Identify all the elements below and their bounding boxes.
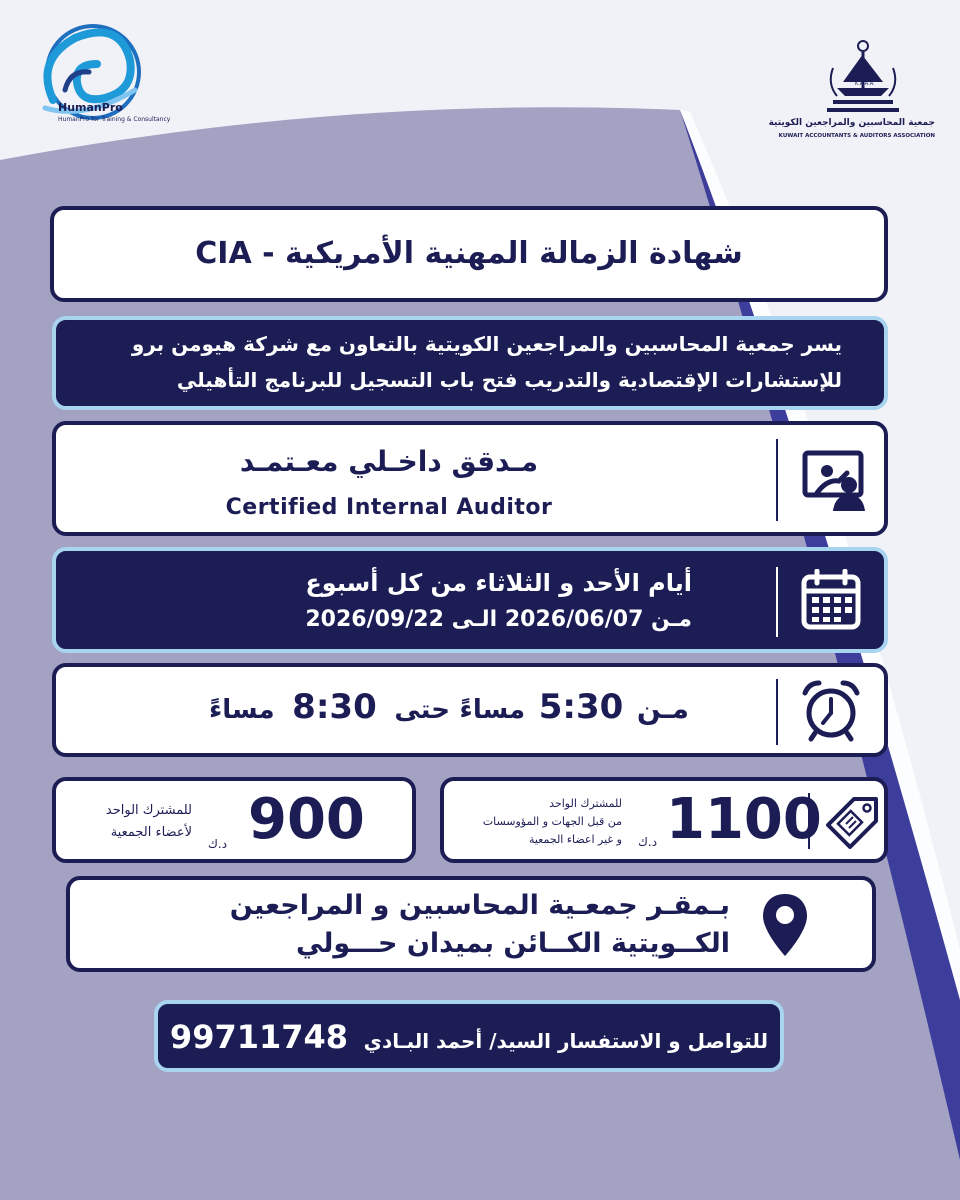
time-range — [209, 687, 689, 727]
time-until-word: حتى — [394, 695, 450, 725]
program-name-en: Certified Internal Auditor — [225, 495, 553, 520]
location-line-2: الكــويتية الكــائن بميدان حـــولي — [295, 928, 730, 959]
schedule-from-word: مـن — [651, 607, 692, 632]
presentation-icon — [801, 449, 869, 513]
location-line-1: بـمقـر جمعـية المحاسبين و المراجعين — [229, 890, 730, 921]
kaaa-name-ar: جمعية المحاسبين والمراجعين الكويتية — [768, 118, 935, 128]
price-members-card — [52, 777, 416, 863]
time-card — [52, 663, 888, 757]
schedule-to-word: الـى — [451, 607, 498, 632]
contact-phone[interactable]: 99711748 — [169, 1018, 349, 1056]
dhow-ship-emblem-icon — [823, 38, 903, 114]
intro-line-2: للإستشارات الإقتصادية والتدريب فتح باب التسجيل للبرنامج التأهيلي — [176, 368, 842, 392]
alarm-clock-icon — [799, 677, 863, 743]
time-from-word: مـن — [636, 692, 689, 725]
price-general-card — [440, 777, 888, 863]
kaaa-logo — [768, 38, 945, 148]
location-pin-icon — [760, 892, 810, 960]
contact-row — [158, 1018, 780, 1056]
price-general-amount: 1100 — [666, 787, 822, 852]
contact-card — [154, 1000, 784, 1072]
price-members-line-2: لأعضاء الجمعية — [110, 825, 192, 840]
price-members-line-1: للمشترك الواحد — [105, 803, 192, 818]
humanpro-logo — [25, 20, 215, 135]
schedule-days: أيام الأحد و الثلاثاء من كل أسبوع — [305, 569, 692, 597]
schedule-divider — [776, 567, 778, 637]
schedule-end-date: 2026/09/22 — [305, 607, 444, 632]
intro-card — [52, 316, 888, 410]
time-divider — [776, 679, 778, 745]
price-members-currency: د.ك — [208, 837, 228, 851]
contact-label: للتواصل و الاستفسار السيد/ أحمد البـادي — [363, 1029, 769, 1053]
time-end: 8:30 — [292, 687, 377, 727]
time-pm-2: مساءً — [208, 695, 275, 725]
price-general-line-3: و غير اعضاء الجمعية — [528, 833, 622, 846]
kaaa-name-en: KUWAIT ACCOUNTANTS & AUDITORS ASSOCIATION — [778, 133, 935, 139]
kaaa-seal-text: K.A.A.A. — [855, 81, 875, 87]
location-card — [66, 876, 876, 972]
price-members-amount: 900 — [248, 787, 365, 852]
time-pm-1: مساءً — [459, 695, 526, 725]
calendar-icon — [801, 569, 861, 631]
intro-line-1: يسر جمعية المحاسبين والمراجعين الكويتية بالتعاون مع شركة هيومن برو — [131, 332, 842, 356]
page-title: شهادة الزمالة المهنية الأمريكية - CIA — [195, 236, 743, 271]
title-card — [50, 206, 888, 302]
program-name-ar: مـدقق داخـلي معـتمـد — [239, 445, 539, 478]
time-start: 5:30 — [538, 687, 624, 727]
program-divider — [776, 439, 778, 521]
price-tag-icon — [824, 795, 880, 851]
schedule-range — [305, 607, 692, 632]
humanpro-name: HumanPro — [58, 101, 123, 114]
program-card — [52, 421, 888, 536]
schedule-start-date: 2026/06/07 — [504, 607, 644, 632]
price-general-currency: د.ك — [638, 835, 658, 849]
humanpro-tagline: HumanPro for Training & Consultancy — [58, 116, 171, 123]
price-general-line-2: من قبل الجهات و المؤوسسات — [482, 815, 622, 828]
price-general-line-1: للمشترك الواحد — [549, 797, 622, 810]
schedule-card — [52, 547, 888, 653]
